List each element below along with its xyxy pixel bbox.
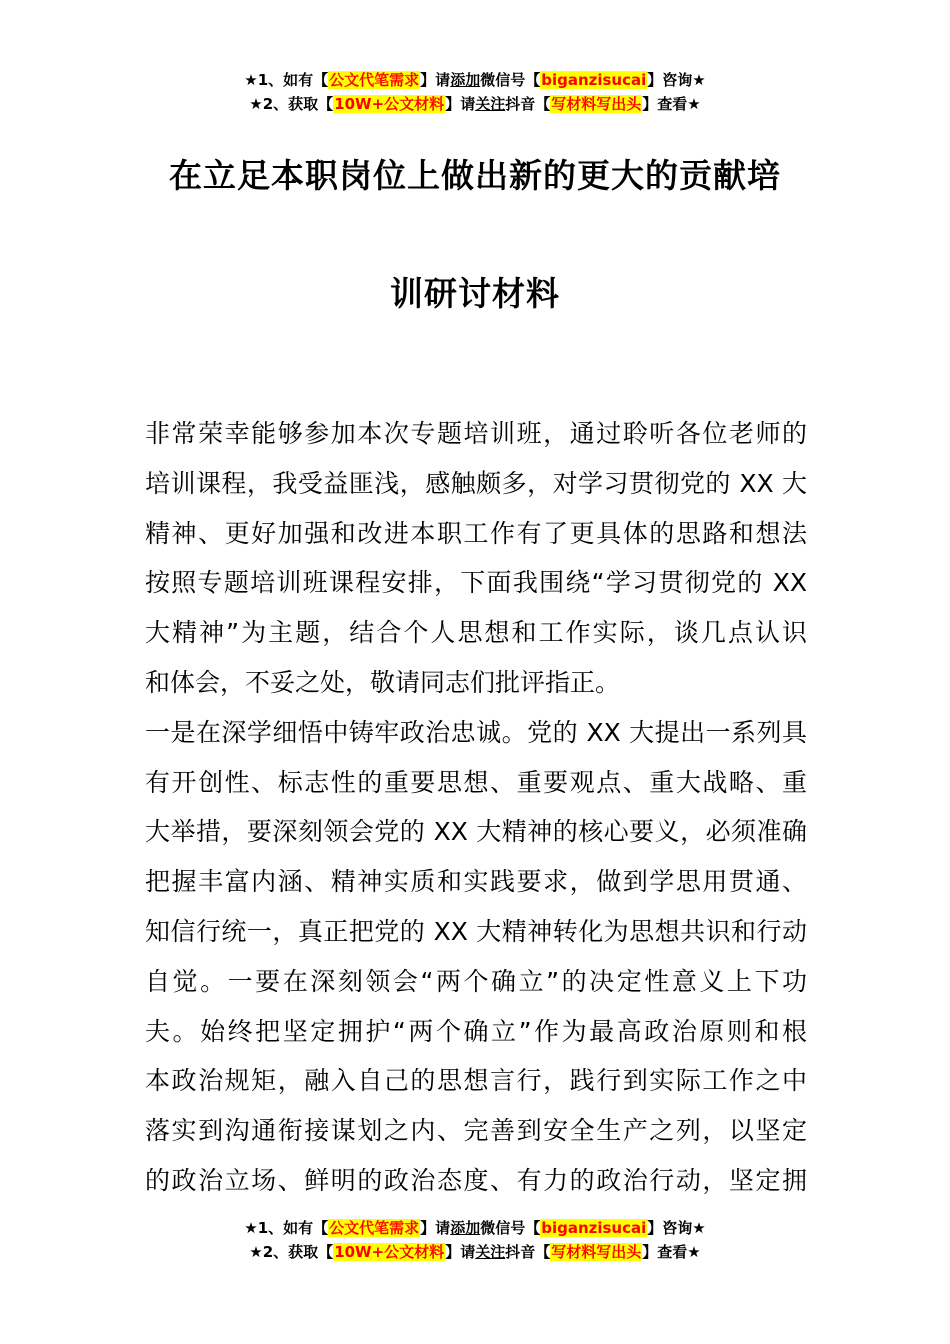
banner-text: 抖音【 <box>505 95 551 113</box>
banner-text: 】请 <box>445 95 476 113</box>
banner-highlight: 公文代笔需求 <box>329 1219 420 1237</box>
body-line: 夫。始终把坚定拥护“两个确立”作为最高政治原则和根 <box>145 1016 807 1046</box>
banner-text: ★1、如有【 <box>244 71 329 89</box>
banner-text: 】请 <box>445 1243 476 1261</box>
banner-highlight: 10W+公文材料 <box>334 95 445 113</box>
header-banner <box>0 68 950 116</box>
banner-text: 】查看★ <box>642 1243 701 1261</box>
banner-text: 微信号【 <box>480 1219 541 1237</box>
banner-highlight: biganzisucai <box>541 1219 647 1237</box>
banner-highlight: biganzisucai <box>541 71 647 89</box>
body-line: 大举措，要深刻领会党的 XX 大精神的核心要义，必须准确 <box>145 817 807 847</box>
body-line: 知信行统一，真正把党的 XX 大精神转化为思想共识和行动 <box>145 916 807 946</box>
banner-underline: 关注 <box>475 95 506 113</box>
banner-text: 】请 <box>420 1219 451 1237</box>
document-title-line-1: 在立足本职岗位上做出新的更大的贡献培 <box>169 156 781 195</box>
banner-line-1 <box>0 1216 950 1240</box>
body-line: 按照专题培训班课程安排，下面我围绕“学习贯彻党的 XX <box>145 568 807 598</box>
banner-line-1 <box>0 68 950 92</box>
banner-text: ★2、获取【 <box>249 95 334 113</box>
banner-text: 】咨询★ <box>647 71 706 89</box>
banner-line-2 <box>0 1240 950 1264</box>
body-line: 有开创性、标志性的重要思想、重要观点、重大战略、重 <box>145 767 807 797</box>
banner-highlight: 公文代笔需求 <box>329 71 420 89</box>
banner-text: ★2、获取【 <box>249 1243 334 1261</box>
banner-highlight: 10W+公文材料 <box>334 1243 445 1261</box>
banner-underline: 关注 <box>475 1243 506 1261</box>
body-line: 的政治立场、鲜明的政治态度、有力的政治行动，坚定拥 <box>145 1165 807 1195</box>
banner-line-2 <box>0 92 950 116</box>
body-line: 一是在深学细悟中铸牢政治忠诚。党的 XX 大提出一系列具 <box>145 717 807 747</box>
body-line: 本政治规矩，融入自己的思想言行，践行到实际工作之中 <box>145 1066 807 1096</box>
body-line: 和体会，不妥之处，敬请同志们批评指正。 <box>145 667 621 697</box>
body-line: 自觉。一要在深刻领会“两个确立”的决定性意义上下功 <box>145 966 807 996</box>
footer-banner <box>0 1216 950 1264</box>
body-line: 把握丰富内涵、精神实质和实践要求，做到学思用贯通、 <box>145 867 807 897</box>
body-line: 落实到沟通衔接谋划之内、完善到安全生产之列，以坚定 <box>145 1116 807 1146</box>
document-title-line-2: 训研讨材料 <box>390 274 560 313</box>
banner-underline: 添加 <box>450 71 481 89</box>
banner-text: 抖音【 <box>505 1243 551 1261</box>
banner-underline: 添加 <box>450 1219 481 1237</box>
banner-highlight: 写材料写出头 <box>551 1243 642 1261</box>
banner-text: 】咨询★ <box>647 1219 706 1237</box>
document-body <box>145 409 807 1206</box>
banner-highlight: 写材料写出头 <box>551 95 642 113</box>
body-line: 精神、更好加强和改进本职工作有了更具体的思路和想法 <box>145 518 807 548</box>
body-line: 培训课程，我受益匪浅，感触颇多，对学习贯彻党的 XX 大 <box>145 468 807 498</box>
banner-text: 微信号【 <box>480 71 541 89</box>
body-line: 大精神”为主题，结合个人思想和工作实际，谈几点认识 <box>145 618 807 648</box>
banner-text: 】请 <box>420 71 451 89</box>
body-line: 非常荣幸能够参加本次专题培训班，通过聆听各位老师的 <box>145 419 807 448</box>
banner-text: ★1、如有【 <box>244 1219 329 1237</box>
banner-text: 】查看★ <box>642 95 701 113</box>
